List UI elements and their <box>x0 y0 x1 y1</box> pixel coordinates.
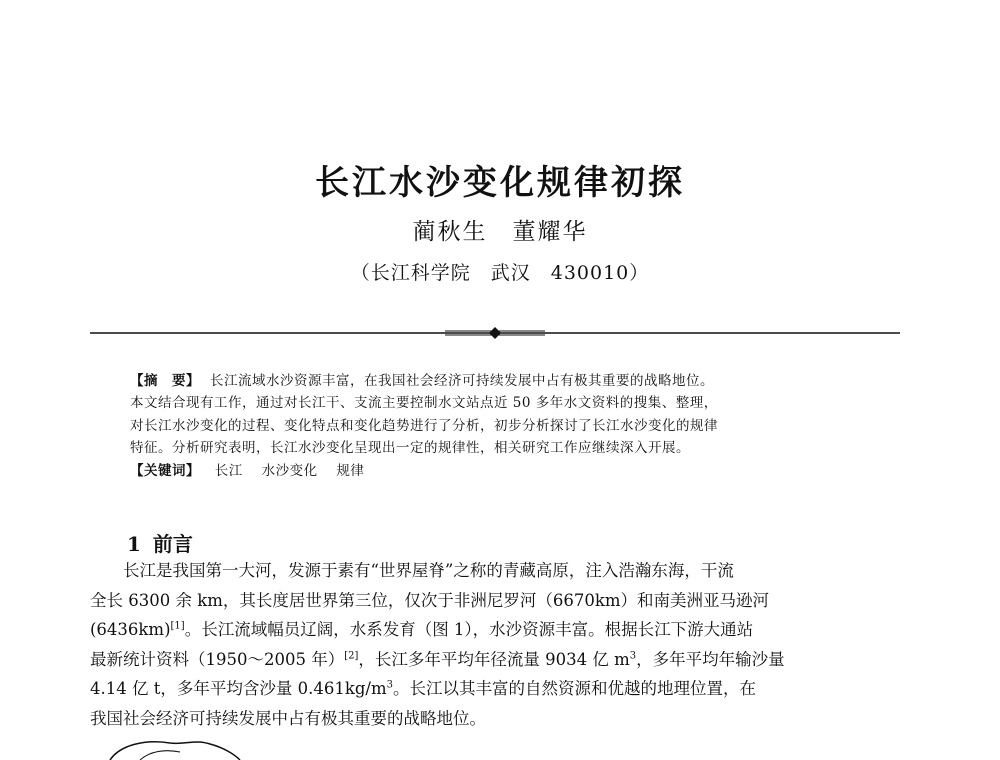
keyword-item: 长江 <box>214 462 243 479</box>
abstract-line: 特征。分析研究表明，长江水沙变化呈现出一定的规律性，相关研究工作应继续深入开展。 <box>130 440 690 457</box>
keyword-item: 规律 <box>336 462 365 479</box>
keywords-label: 【关键词】 <box>130 462 200 479</box>
keywords-row <box>130 460 870 482</box>
section-heading <box>127 528 193 557</box>
abstract-line: 本文结合现有工作，通过对长江干、支流主要控制水文站点近 50 多年水文资料的搜集、整理， <box>130 395 718 412</box>
abstract-block <box>130 370 870 482</box>
body-paragraph <box>90 556 902 733</box>
section-number: 1 <box>127 532 141 556</box>
paper-title: 长江水沙变化规律初探 <box>315 163 685 203</box>
body-line: 长江是我国第一大河，发源于素有“世界屋脊”之称的青藏高原，注入浩瀚东海，干流 <box>123 561 734 580</box>
body-line: 4.14 亿 t，多年平均含沙量 $0.461kg/m^3$。长江以其丰富的自然资源和优越的地理位置，在 <box>90 679 756 698</box>
paper-authors: 蔺秋生 董耀华 <box>412 219 588 245</box>
body-line: 最新统计资料（1950～2005 年）[2]，长江多年平均年径流量 9034 亿 $m^3$，多年平均年输沙量 <box>90 649 785 669</box>
keyword-item: 水沙变化 <box>261 462 318 479</box>
section-title: 前言 <box>152 532 193 556</box>
paper-affiliation: （长江科学院 武汉 430010） <box>350 262 650 284</box>
unit-exponent: 3 <box>629 650 637 661</box>
body-line: 全长 6300 余 km，其长度居世界第三位，仅次于非洲尼罗河（6670km）和南美洲亚马逊河 <box>90 590 770 610</box>
abstract-line: 长江流域水沙资源丰富，在我国社会经济可持续发展中占有极其重要的战略地位。 <box>210 373 714 389</box>
diamond-ornament-icon <box>489 327 501 339</box>
figure-map-fragment <box>100 735 260 760</box>
citation-ref: [1] <box>170 620 185 632</box>
body-line: 我国社会经济可持续发展中占有极其重要的战略地位。 <box>90 708 486 728</box>
abstract-line: 对长江水沙变化的过程、变化特点和变化趋势进行了分析，初步分析探讨了长江水沙变化的规律 <box>130 417 718 434</box>
body-line: (6436km)[1]。长江流域幅员辽阔，水系发育（图 1），水沙资源丰富。根据长江下游大通站 <box>90 620 754 639</box>
citation-ref: [2] <box>344 650 359 661</box>
unit-exponent: 3 <box>386 679 393 691</box>
abstract-label: 【摘 要】 <box>130 373 200 389</box>
ornamental-divider <box>90 326 900 340</box>
